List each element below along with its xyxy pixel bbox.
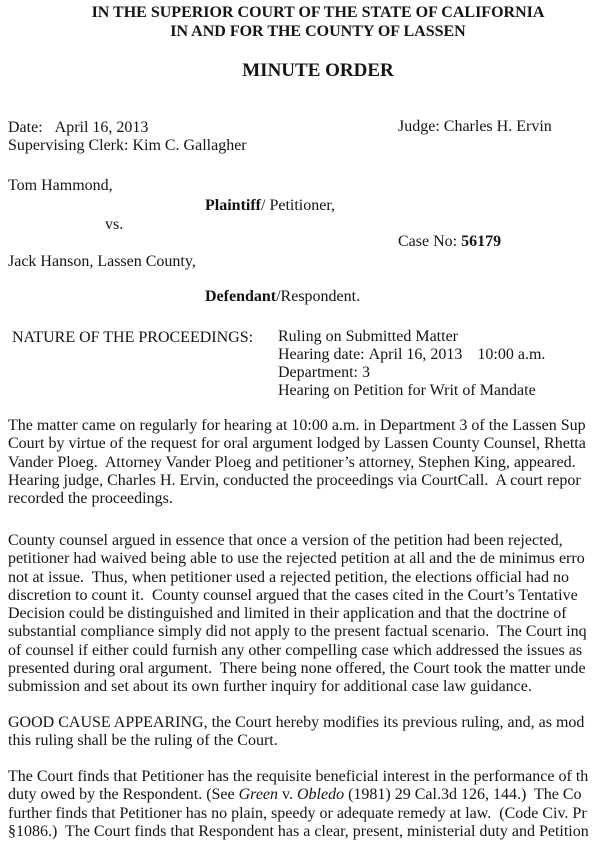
paragraph-line: petitioner had waived being able to use the rejected petition at all and the de minimus erro (8, 550, 585, 568)
paragraph-hearing (8, 417, 594, 508)
case-number-field (398, 233, 501, 251)
proceedings-matter: Ruling on Submitted Matter (278, 328, 458, 345)
citation-versus: v. (278, 786, 297, 804)
date-label: Date: (8, 119, 43, 136)
department-label: Department: (278, 364, 358, 381)
paragraph-line: further finds that Petitioner has no plain, speedy or adequate remedy at law. (Code Civ. Pr (8, 804, 587, 822)
paragraph-line: Hearing judge, Charles H. Ervin, conducted the proceedings via CourtCall. A court repor (8, 471, 581, 489)
clerk-field (8, 137, 247, 155)
paragraph-line: Decision could be distinguished and limited in their application and that the doctrine of (8, 605, 567, 623)
paragraph-good-cause (8, 714, 594, 751)
citation-before: duty owed by the Respondent. (See (8, 786, 239, 804)
clerk-value: Kim C. Gallagher (132, 137, 247, 154)
plaintiff-role-suffix: / Petitioner, (261, 197, 336, 214)
defendant-name: Jack Hanson, Lassen County, (8, 253, 196, 270)
paragraph-line: presented during oral argument. There being none offered, the Court took the matter unde (8, 660, 586, 678)
paragraph-line: of counsel if either could furnish any other compelling case which addressed the issues as (8, 641, 583, 659)
department-value: 3 (361, 364, 370, 381)
hearing-date-value: April 16, 2013 (368, 346, 463, 363)
hearing-type: Hearing on Petition for Writ of Mandate (278, 382, 536, 399)
document-title: MINUTE ORDER (242, 60, 394, 81)
paragraph-line: recorded the proceedings. (8, 490, 173, 508)
defendant-role (205, 288, 360, 306)
case-number-label: Case No: (398, 233, 458, 250)
court-name-line: IN THE SUPERIOR COURT OF THE STATE OF CALIFORNIA (91, 4, 545, 21)
paragraph-line: this ruling shall be the ruling of the Court. (8, 732, 278, 750)
paragraph-argument (8, 532, 594, 697)
paragraph-line: §1086.) The Court finds that Respondent has a clear, present, ministerial duty and Petition (8, 822, 589, 840)
paragraph-line: The matter came on regularly for hearing at 10:00 a.m. in Department 3 of the Lassen Sup (8, 417, 586, 434)
clerk-label: Supervising Clerk: (8, 137, 129, 154)
date-field (8, 119, 148, 137)
paragraph-findings (8, 768, 594, 841)
judge-label: Judge: (398, 118, 440, 135)
paragraph-line: substantial compliance simply did not apply to the present factual scenario. The Court inq (8, 623, 587, 641)
judge-value: Charles H. Ervin (443, 118, 552, 135)
plaintiff-name: Tom Hammond, (8, 177, 113, 194)
paragraph-line: Vander Ploeg. Attorney Vander Ploeg and petitioner’s attorney, Stephen King, appeared. (8, 453, 576, 471)
versus-text: vs. (105, 216, 124, 233)
plaintiff-role (205, 197, 335, 215)
case-party-green: Green (238, 786, 279, 804)
citation-after: (1981) 29 Cal.3d 126, 144.) The Co (344, 786, 582, 804)
paragraph-line-citation (8, 786, 594, 804)
defendant-role-label: Defendant (205, 288, 277, 305)
case-number-value: 56179 (461, 233, 502, 250)
paragraph-line: The Court finds that Petitioner has the requisite beneficial interest in the performance of th (8, 768, 589, 785)
paragraph-line: not at issue. Thus, when petitioner used a rejected petition, the elections official had no (8, 568, 570, 586)
defendant-role-suffix: /Respondent. (276, 288, 361, 305)
paragraph-line: GOOD CAUSE APPEARING, the Court hereby modifies its previous ruling, and, as mod (8, 714, 585, 731)
hearing-date-label: Hearing date: (278, 346, 365, 363)
paragraph-line: County counsel argued in essence that once a version of the petition had been rejected, (8, 532, 563, 549)
paragraph-line: Court by virtue of the request for oral argument lodged by Lassen County Counsel, Rhetta (8, 435, 586, 453)
department-line (278, 364, 370, 382)
hearing-time-value: 10:00 a.m. (477, 346, 546, 363)
date-value: April 16, 2013 (54, 119, 149, 136)
plaintiff-role-label: Plaintiff (205, 197, 261, 214)
hearing-date-line (278, 346, 545, 364)
proceedings-label: NATURE OF THE PROCEEDINGS: (12, 329, 254, 346)
paragraph-line: discretion to count it. County counsel argued that the cases cited in the Court’s Tentative (8, 586, 578, 604)
court-county-line: IN AND FOR THE COUNTY OF LASSEN (170, 23, 466, 40)
judge-field (398, 118, 552, 136)
case-party-obledo: Obledo (296, 786, 345, 804)
paragraph-line: submission and set about its own further inquiry for additional case law guidance. (8, 678, 532, 696)
